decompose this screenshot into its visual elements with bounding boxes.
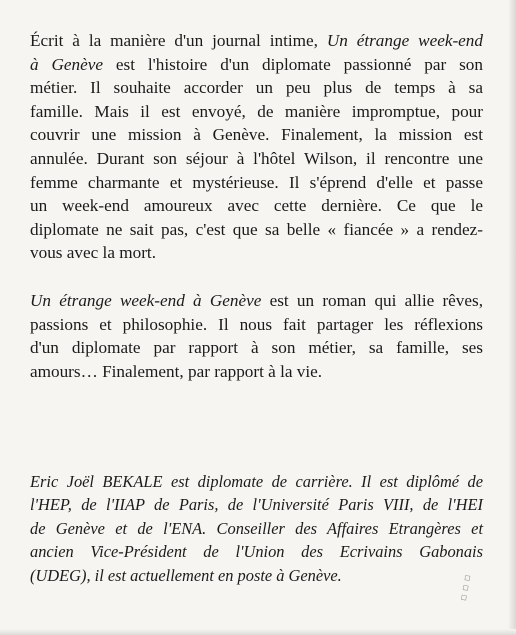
page-edge-bottom bbox=[0, 629, 516, 635]
summary-paragraph bbox=[30, 29, 483, 265]
summary-line-10: vous avec la mort. bbox=[30, 243, 157, 263]
book-title-italic: Un étrange week-end bbox=[326, 31, 483, 50]
faint-stamp-mark: ▫ ▫ ▫ bbox=[458, 573, 474, 602]
theme-line-1 bbox=[30, 289, 483, 313]
summary-line-7: femme charmante et mystérieuse. Il s'éprend d'elle et passe bbox=[30, 172, 483, 192]
bio-line-3: de Genève et de l'ENA. Conseiller des Affaires Etrangères et bbox=[30, 518, 483, 538]
summary-line-9: diplomate ne sait pas, c'est que sa belle « fiancée » a rendez- bbox=[30, 219, 483, 239]
summary-line-1-text: Écrit à la manière d'un journal intime, bbox=[30, 31, 327, 50]
bio-line-2: l'HEP, de l'IIAP de Paris, de l'Université Paris VIII, de l'HEI bbox=[30, 495, 483, 515]
bio-line-1-text: est diplomate de carrière. Il est diplômé de bbox=[162, 472, 483, 491]
theme-line-2: passions et philosophie. Il nous fait partager les réflexions bbox=[30, 314, 483, 334]
page-edge-right bbox=[508, 0, 516, 635]
book-title-italic-theme: Un étrange week-end à Genève bbox=[30, 291, 262, 310]
theme-line-1-text: est un roman qui allie rêves, bbox=[261, 291, 483, 310]
theme-line-4: amours… Finalement, par rapport à la vie. bbox=[30, 361, 323, 381]
summary-line-4: famille. Mais il est envoyé, de manière impromptue, pour bbox=[30, 101, 483, 121]
bio-line-5: (UDEG), il est actuellement en poste à Genève. bbox=[30, 565, 342, 585]
author-name: Eric Joël BEKALE bbox=[30, 472, 163, 491]
book-title-italic-cont: à Genève bbox=[30, 54, 104, 74]
summary-line-6: annulée. Durant son séjour à l'hôtel Wilson, il rencontre une bbox=[30, 148, 483, 168]
summary-line-8: un week-end amoureux avec cette dernière. Ce que le bbox=[30, 196, 483, 216]
bio-line-4: ancien Vice-Président de l'Union des Ecrivains Gabonais bbox=[30, 542, 483, 562]
bio-line-1 bbox=[30, 470, 483, 493]
summary-line-5: couvrir une mission à Genève. Finalement, la mission est bbox=[30, 125, 483, 145]
summary-line-3: métier. Il souhaite accorder un peu plus de temps à sa bbox=[30, 78, 483, 98]
summary-line-1 bbox=[30, 29, 483, 53]
theme-paragraph bbox=[30, 289, 483, 383]
author-bio bbox=[30, 470, 483, 587]
summary-line-2-text: est l'histoire d'un diplomate passionné par son bbox=[103, 54, 483, 74]
summary-line-2 bbox=[30, 53, 483, 77]
theme-line-3: d'un diplomate par rapport à son métier, sa famille, ses bbox=[30, 338, 483, 358]
